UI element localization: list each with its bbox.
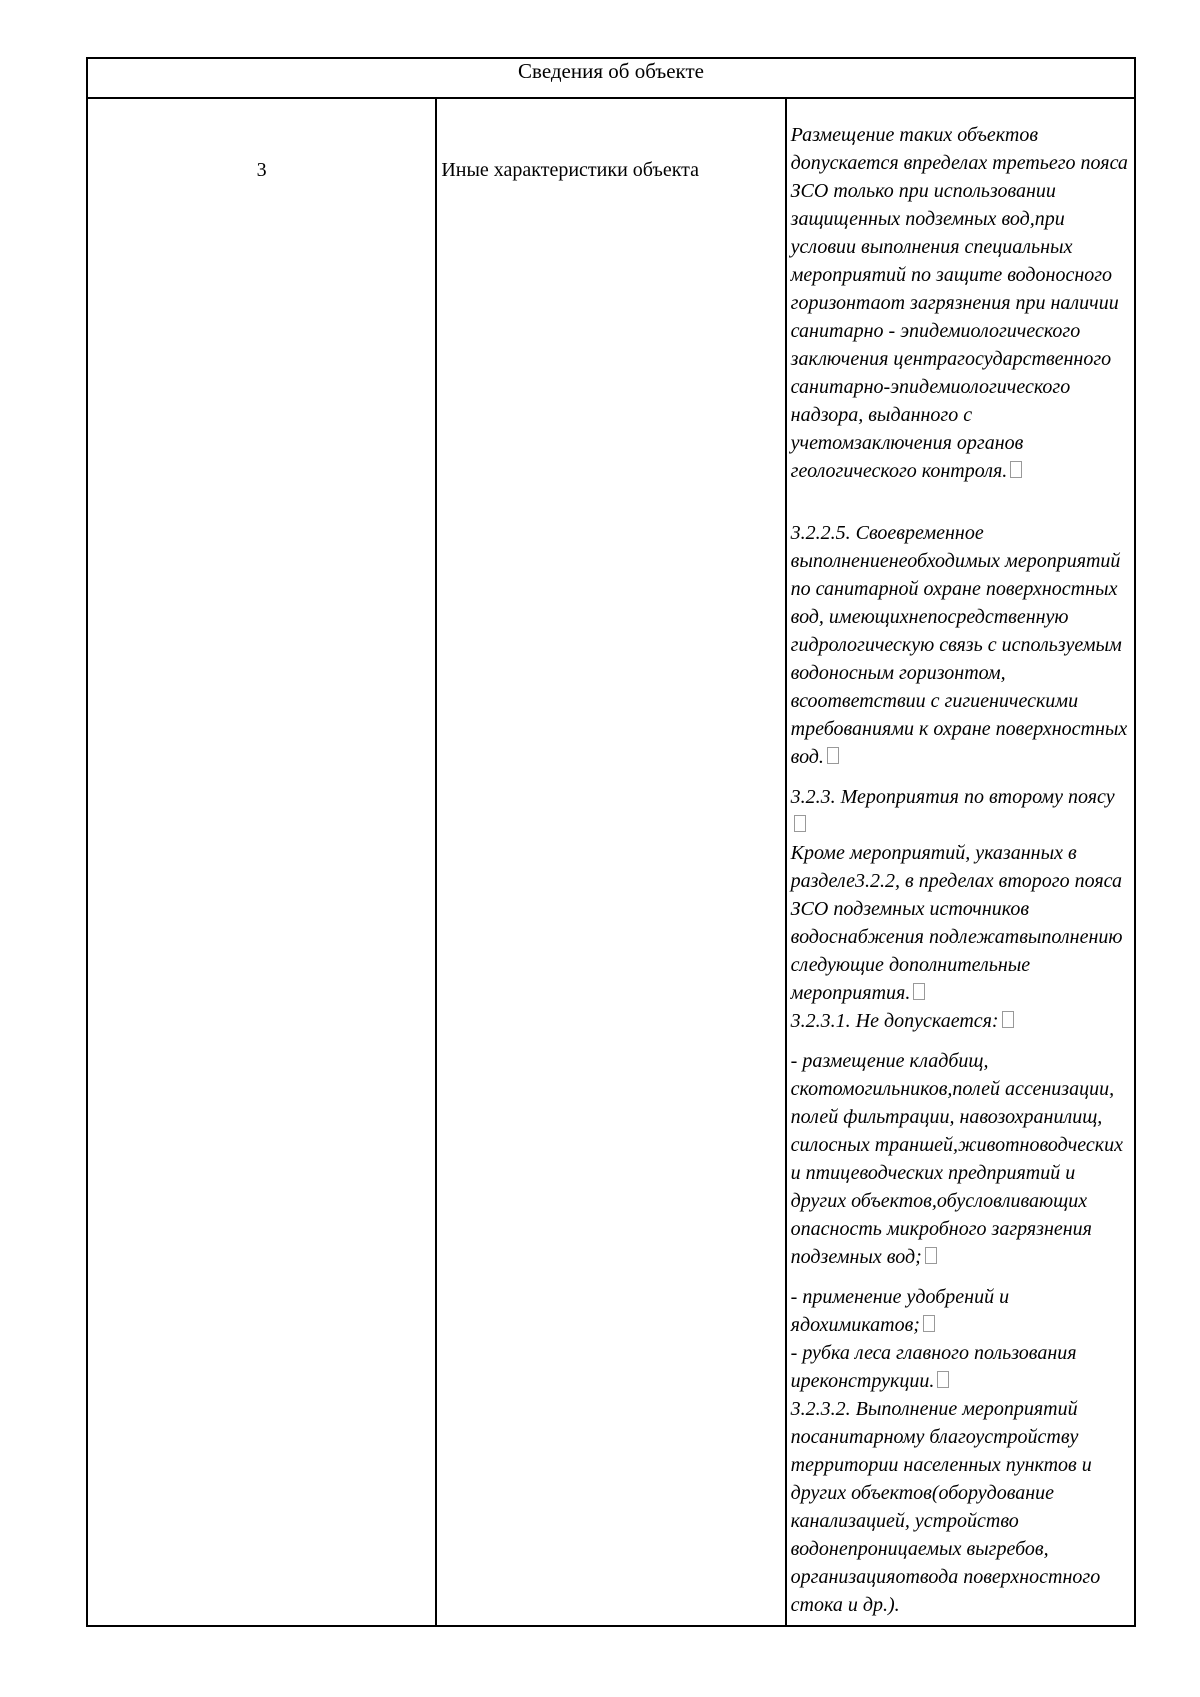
paragraph-5: 3.2.3.1. Не допускается: [791, 1007, 1128, 1035]
paragraph-6: - размещение кладбищ, скотомогильников,полей ассенизации, полей фильтрации, навозохранилищ, силосных траншей,животноводческих и птицеводческих предприятий и других объектов,обусловливающих опасность микробного загрязнения подземных вод; [790, 1050, 1123, 1268]
missing-glyph-icon [913, 983, 925, 1000]
paragraph-4: Кроме мероприятий, указанных в разделе3.2.2, в пределах второго пояса ЗСО подземных источников водоснабжения подлежатвыполнению следующие дополнительные мероприятия. [790, 842, 1123, 1004]
missing-glyph-icon [1002, 1011, 1014, 1028]
row-value [786, 98, 1135, 1626]
paragraph-2: 3.2.2.5. Своевременное выполнениенеобходимых мероприятий по санитарной охране поверхностных вод, имеющихнепосредственную гидрологическую связь с используемым водоносным горизонтом, всоответствии с гигиеническими требованиями к охране поверхностных вод. [790, 522, 1128, 768]
paragraph-7: - применение удобрений и ядохимикатов; [790, 1286, 1010, 1336]
missing-glyph-icon [937, 1371, 949, 1388]
table-row [87, 98, 1135, 1626]
missing-glyph-icon [1010, 461, 1022, 478]
missing-glyph-icon [923, 1315, 935, 1332]
object-info-table [86, 57, 1136, 1627]
paragraph-3: 3.2.3. Мероприятия по второму поясу [791, 783, 1128, 839]
paragraph-8: - рубка леса главного пользования иреконструкции. [790, 1342, 1077, 1392]
row-number: 3 [87, 98, 436, 1626]
table-header-row [87, 58, 1135, 98]
paragraph-1: Размещение таких объектов допускается впределах третьего пояса ЗСО только при использовании защищенных подземных вод,при условии выполнения специальных мероприятий по защите водоносного горизонтаот загрязнения при наличии санитарно - эпидемиологического заключения центрагосударственного санитарно-эпидемиологического надзора, выданного с учетомзаключения органов геологического контроля. [790, 124, 1128, 482]
table-header: Сведения об объекте [87, 58, 1135, 98]
missing-glyph-icon [794, 815, 806, 832]
missing-glyph-icon [827, 747, 839, 764]
row-name: Иные характеристики объекта [436, 98, 785, 1626]
paragraph-9: 3.2.3.2. Выполнение мероприятий посанитарному благоустройству территории населенных пунктов и других объектов(оборудование канализацией, устройство водонепроницаемых выгребов, организацияотвода поверхностного стока и др.). [790, 1398, 1101, 1616]
missing-glyph-icon [925, 1247, 937, 1264]
